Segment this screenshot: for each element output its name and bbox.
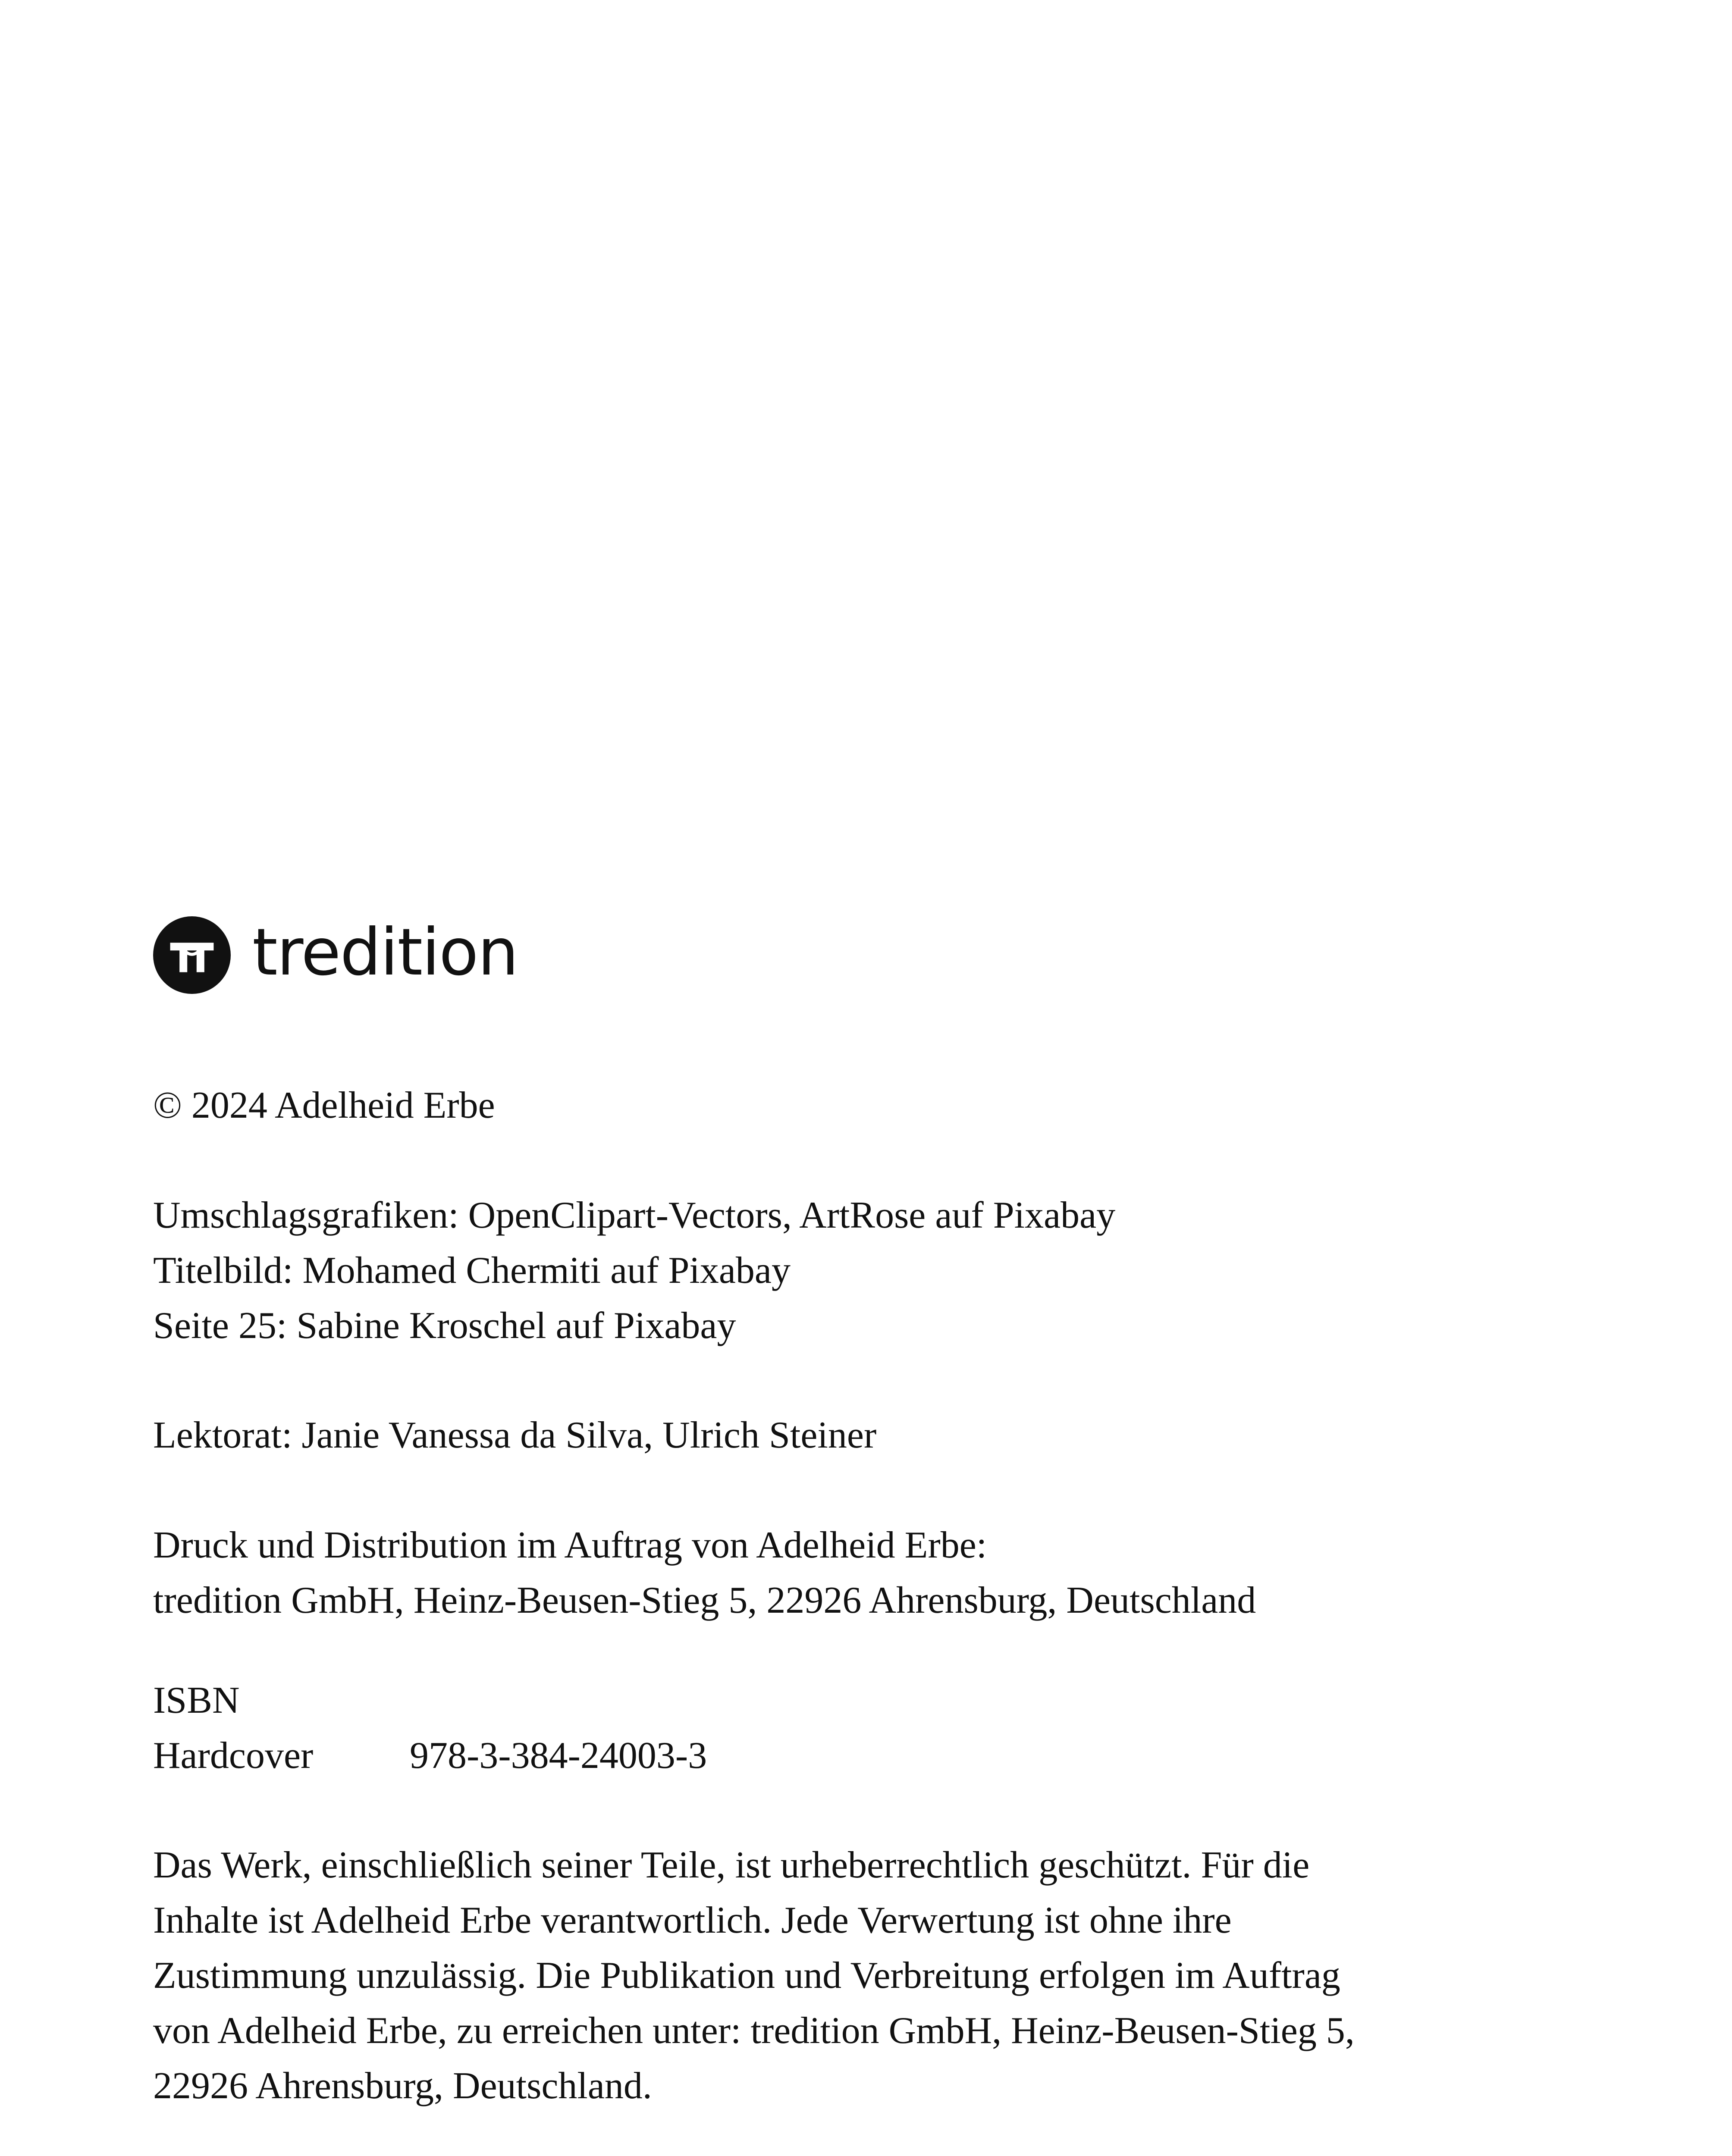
isbn-format: Hardcover — [153, 1735, 314, 1777]
tredition-logo-icon — [153, 916, 231, 994]
legal-notice — [153, 1838, 1598, 2114]
legal-line-4: von Adelheid Erbe, zu erreichen unter: tredition GmbH, Heinz-Beusen-Stieg 5, — [153, 2010, 1355, 2052]
distribution-info — [153, 1518, 1256, 1628]
credit-page-25: Seite 25: Sabine Kroschel auf Pixabay — [153, 1305, 736, 1347]
distribution-line-2: tredition GmbH, Heinz-Beusen-Stieg 5, 22926 Ahrensburg, Deutschland — [153, 1579, 1256, 1621]
legal-line-1: Das Werk, einschließlich seiner Teile, ist urheberrechtlich geschützt. Für die — [153, 1844, 1310, 1886]
legal-line-3: Zustimmung unzulässig. Die Publikation und Verbreitung erfolgen im Auftrag — [153, 1955, 1340, 1996]
legal-line-2: Inhalte ist Adelheid Erbe verantwortlich. Jede Verwertung ist ohne ihre — [153, 1899, 1232, 1941]
isbn-row — [153, 1728, 707, 1783]
editing-line: Lektorat: Janie Vanessa da Silva, Ulrich Steiner — [153, 1414, 877, 1456]
publisher-logo — [153, 914, 518, 996]
isbn-heading: ISBN — [153, 1680, 240, 1721]
credit-cover-graphics: Umschlagsgrafiken: OpenClipart-Vectors, ArtRose auf Pixabay — [153, 1194, 1116, 1236]
isbn-info — [153, 1673, 707, 1783]
publisher-wordmark: tredition — [252, 915, 518, 990]
credit-title-image: Titelbild: Mohamed Chermiti auf Pixabay — [153, 1250, 791, 1291]
editing-credits — [153, 1408, 876, 1463]
legal-line-5: 22926 Ahrensburg, Deutschland. — [153, 2065, 652, 2107]
isbn-number: 978-3-384-24003-3 — [410, 1735, 707, 1777]
copyright-line: © 2024 Adelheid Erbe — [153, 1084, 495, 1126]
image-credits — [153, 1188, 1115, 1354]
distribution-line-1: Druck und Distribution im Auftrag von Adelheid Erbe: — [153, 1524, 987, 1566]
copyright-notice — [153, 1078, 495, 1133]
